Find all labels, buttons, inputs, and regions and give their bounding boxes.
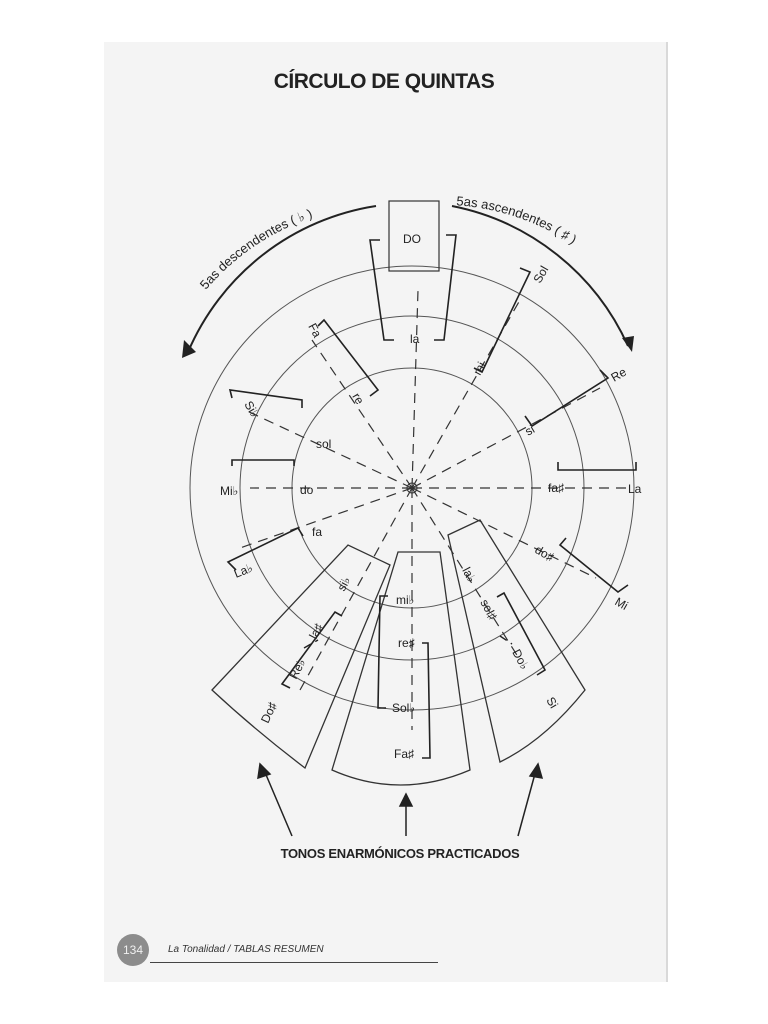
key-brackets: [228, 235, 636, 758]
key-mi: Mi: [612, 594, 631, 613]
arrow-head-left: [182, 340, 196, 358]
key-do-sharp: Do♯: [258, 700, 280, 726]
key-si: Si: [543, 694, 561, 711]
key-la-minor: la: [410, 332, 420, 346]
key-mi-minor: mi: [470, 359, 489, 378]
page-number: 134: [117, 934, 149, 966]
key-re-minor: re: [349, 390, 367, 407]
caption: TONOS ENARMÓNICOS PRACTICADOS: [280, 846, 520, 861]
key-la: La: [628, 482, 642, 496]
key-sol-sharp-minor: sol♯: [477, 596, 500, 623]
enharmonic-sectors: [212, 520, 585, 785]
key-la-flat-minor: la♭: [459, 564, 479, 585]
key-sol: Sol: [530, 263, 552, 286]
key-fa: Fa: [305, 320, 325, 340]
key-fa-sharp-minor: fa♯: [548, 481, 565, 495]
key-fa-sharp: Fa♯: [394, 747, 415, 761]
key-mi-flat: Mi♭: [220, 484, 239, 498]
arrow-head-right: [622, 336, 634, 352]
sector-right: [448, 520, 585, 762]
key-fa-minor: fa: [312, 525, 323, 539]
key-si-minor: si: [522, 422, 538, 439]
key-sol-flat: Sol♭: [392, 701, 416, 715]
footer-rule: [150, 962, 438, 963]
key-si-flat: Si♭: [241, 398, 262, 420]
minor-key-labels: [300, 332, 564, 650]
key-do-minor: do: [300, 483, 314, 497]
key-sol-minor: sol: [316, 437, 332, 451]
key-do: DO: [403, 232, 421, 246]
key-la-sharp-minor: la♯: [306, 621, 326, 642]
label-descending: 5as descendentes ( ♭ ): [196, 205, 315, 293]
key-la-flat: La♭: [231, 560, 255, 581]
caption-arrows: [258, 764, 542, 836]
key-re: Re: [608, 364, 629, 385]
key-do-sharp-minor: do♯: [532, 542, 557, 565]
key-do-flat: Do♭: [509, 646, 532, 672]
label-ascending: 5as ascendentes ( ♯ ): [455, 193, 580, 248]
diagram-title: CÍRCULO DE QUINTAS: [273, 70, 495, 93]
key-mi-flat-minor: mi♭: [396, 593, 415, 607]
key-re-flat: Re♭: [286, 656, 309, 682]
footer-text: La Tonalidad / TABLAS RESUMEN: [168, 944, 324, 955]
key-re-sharp-minor: re♯: [398, 636, 415, 650]
key-si-flat-minor: si♭: [334, 574, 354, 594]
